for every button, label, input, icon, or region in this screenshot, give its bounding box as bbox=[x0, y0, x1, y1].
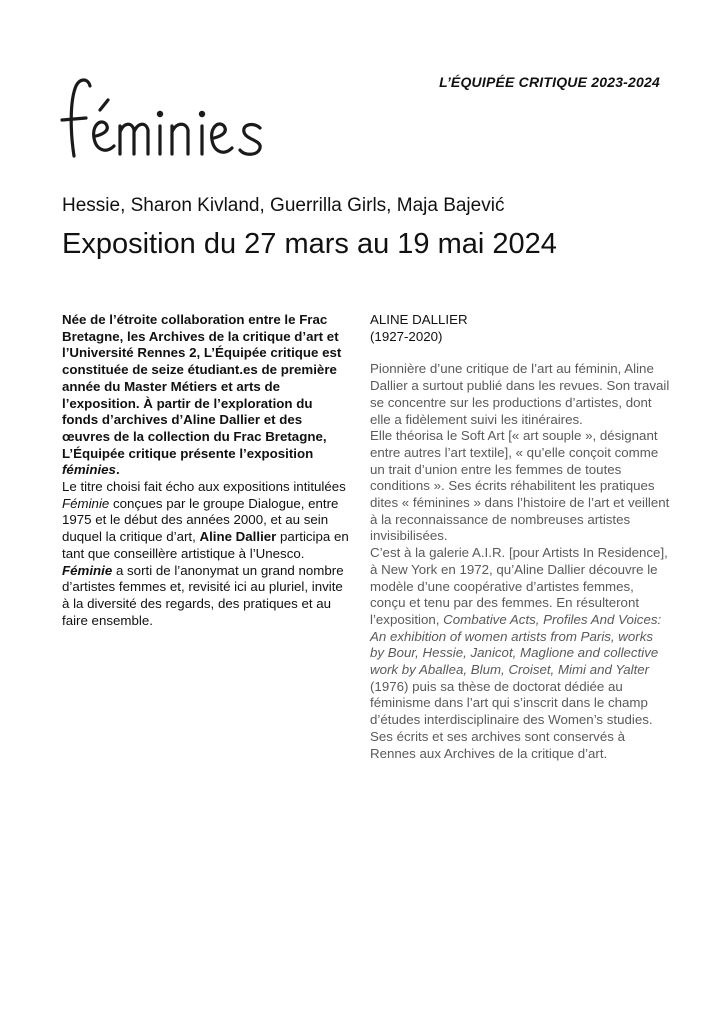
exhibition-dates: Exposition du 27 mars au 19 mai 2024 bbox=[62, 228, 557, 260]
bio-paragraph: Elle théorisa le Soft Art [« art souple », désignant entre autres l’art textile], « qu’elle conçoit comme un trait d’union entre les femmes de toutes conditions ». Ses écrits réhabilitent les pratiques dites « féminines » dans l’histoire de l’art et veillent à la reconnaissance de nombreuses artistes invisibilisées. bbox=[370, 428, 670, 544]
intro-column bbox=[62, 312, 352, 629]
feminie-title: Féminie bbox=[62, 562, 113, 578]
feminie-title: Féminie bbox=[62, 495, 110, 511]
feminies-handwritten-logo bbox=[56, 70, 286, 170]
title-paragraph: Le titre choisi fait écho aux expositions intitulées Féminie conçues par le groupe Dialogue, entre 1975 et le début des années 2000, et au sein duquel la critique d’art, Aline Dallier participa en tant que conseillère artistique à l’Unesco. Féminie a sorti de l’anonymat un grand nombre d’artistes femmes et, revisité ici au pluriel, invite à la diversité des regards, des pratiques et au faire ensemble. bbox=[62, 479, 349, 628]
bio-paragraph: C’est à la galerie A.I.R. [pour Artists In Residence], à New York en 1972, qu’Aline Dallier découvre le modèle d’une coopérative d’artistes femmes, conçu et tenu par des femmes. En résulteront l’exposition, Combative Acts, Profiles And Voices: An exhibition of women artists from Paris, works by Bour, Hessie, Janicot, Maglione and collective work by Aballea, Blum, Croiset, Mimi and Yalter (1976) puis sa thèse de doctorat dédiée au féminisme dans l’art qui s’inscrit dans le champ d’études interdisciplinaire des Women’s studies. Ses écrits et ses archives sont conservés à Rennes aux Archives de la critique d’art. bbox=[370, 545, 668, 761]
feminies-logo bbox=[56, 70, 286, 170]
biography-column bbox=[370, 312, 670, 762]
exhibition-title: féminies bbox=[62, 462, 116, 478]
bio-name: ALINE DALLIER bbox=[370, 312, 468, 327]
bio-years: (1927-2020) bbox=[370, 328, 443, 344]
series-kicker: L’ÉQUIPÉE CRITIQUE 2023-2024 bbox=[439, 74, 660, 90]
artists-list: Hessie, Sharon Kivland, Guerrilla Girls, Maja Bajević bbox=[62, 195, 505, 216]
intro-paragraph: Née de l’étroite collaboration entre le Frac Bretagne, les Archives de la critique d’art et l’Université Rennes 2, L’Équipée critique est constituée de seize étudiant.es de première année du Master Métiers et arts de l’exposition. À partir de l’exploration du fonds d’archives d’Aline Dallier et des œuvres de la collection du Frac Bretagne, L’Équipée critique présente l’exposition féminies. bbox=[62, 312, 342, 478]
bio-paragraph: Pionnière d’une critique de l’art au féminin, Aline Dallier a surtout publié dans les revues. Son travail se concentre sur les productions d’artistes, dont elle a fidèlement suivi les itinéraires. bbox=[370, 361, 670, 427]
dallier-name: Aline Dallier bbox=[199, 529, 277, 545]
exhibition-title: Combative Acts, Profiles And Voices: An exhibition of women artists from Paris, works by Bour, Hessie, Janicot, Maglione and collective work by Aballea, Blum, Croiset, Mimi and Yalter bbox=[370, 611, 662, 678]
